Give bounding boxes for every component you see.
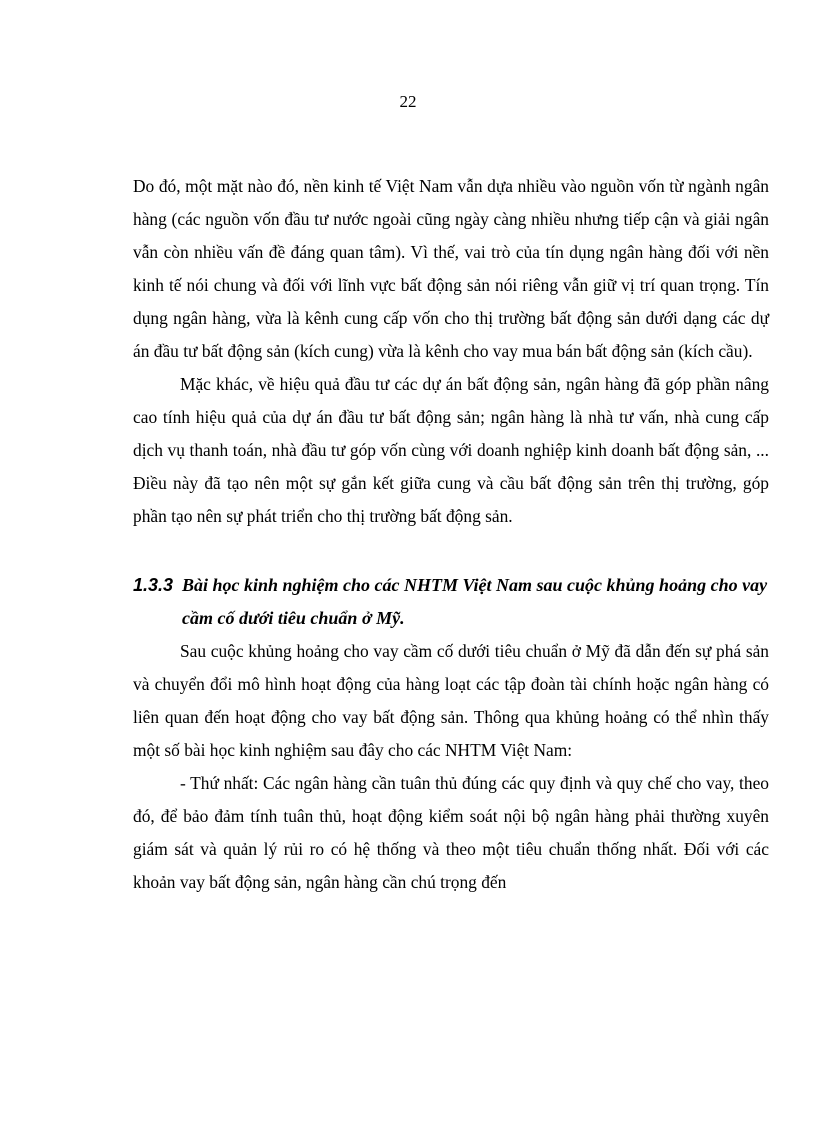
section-title: Bài học kinh nghiệm cho các NHTM Việt Nam sau cuộc khủng hoảng cho vay cầm cố dưới tiêu chuẩn ở Mỹ. [182, 575, 768, 628]
section-heading [133, 569, 769, 635]
body-paragraph: Mặc khác, về hiệu quả đầu tư các dự án bất động sản, ngân hàng đã góp phần nâng cao tính hiệu quả của dự án đầu tư bất động sản; ngân hàng là nhà tư vấn, nhà cung cấp dịch vụ thanh toán, nhà đầu tư góp vốn cùng với doanh nghiệp kinh doanh bất động sản, ... Điều này đã tạo nên một sự gắn kết giữa cung và cầu bất động sản trên thị trường, góp phần tạo nên sự phát triển cho thị trường bất động sản. [133, 374, 769, 526]
section-number: 1.3.3 [133, 575, 174, 595]
body-paragraph: Sau cuộc khủng hoảng cho vay cầm cố dưới tiêu chuẩn ở Mỹ đã dẫn đến sự phá sản và chuyển đổi mô hình hoạt động của hàng loạt các tập đoàn tài chính hoặc ngân hàng có liên quan đến hoạt động cho vay bất động sản. Thông qua khủng hoảng có thể nhìn thấy một số bài học kinh nghiệm sau đây cho các NHTM Việt Nam: [133, 641, 769, 760]
body-paragraph: Do đó, một mặt nào đó, nền kinh tế Việt Nam vẫn dựa nhiều vào nguồn vốn từ ngành ngân hàng (các nguồn vốn đầu tư nước ngoài cũng ngày càng nhiều nhưng tiếp cận và giải ngân vẫn còn nhiều vấn đề đáng quan tâm). Vì thế, vai trò của tín dụng ngân hàng đối với nền kinh tế nói chung và đối với lĩnh vực bất động sản nói riêng vẫn giữ vị trí quan trọng. Tín dụng ngân hàng, vừa là kênh cung cấp vốn cho thị trường bất động sản dưới dạng các dự án đầu tư bất động sản (kích cung) vừa là kênh cho vay mua bán bất động sản (kích cầu). [133, 176, 769, 361]
page-number: 22 [399, 92, 417, 111]
page-content [133, 170, 769, 899]
body-paragraph: - Thứ nhất: Các ngân hàng cần tuân thủ đúng các quy định và quy chế cho vay, theo đó, để bảo đảm tính tuân thủ, hoạt động kiểm soát nội bộ ngân hàng phải thường xuyên giám sát và quản lý rủi ro có hệ thống và theo một tiêu chuẩn thống nhất. Đối với các khoản vay bất động sản, ngân hàng cần chú trọng đến [133, 773, 769, 892]
